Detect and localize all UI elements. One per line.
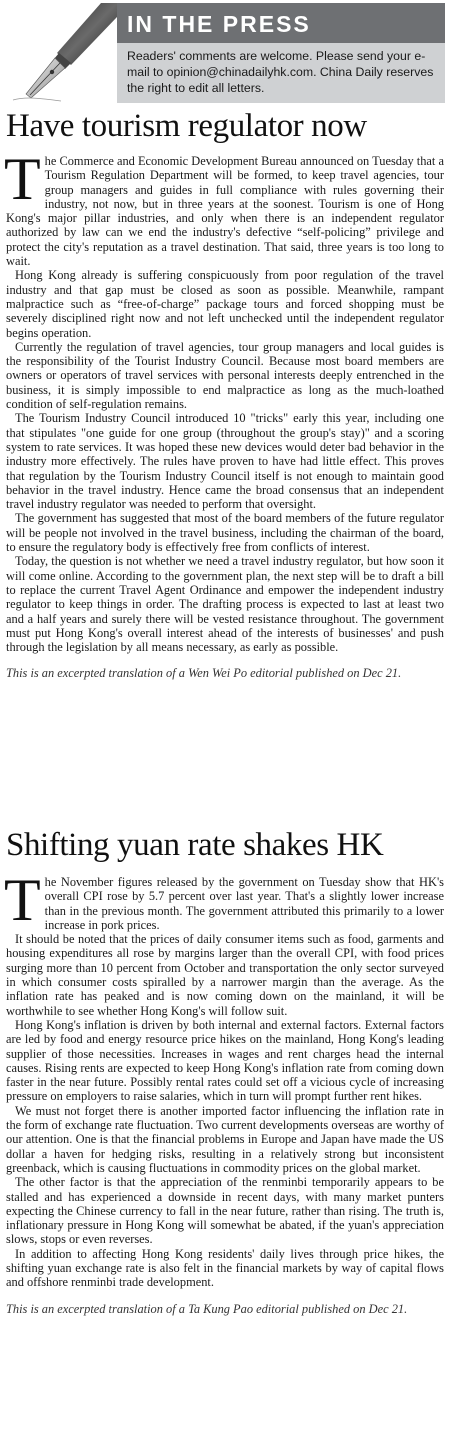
fountain-pen-icon	[5, 3, 117, 103]
drop-cap: T	[4, 867, 41, 933]
article-headline: Shifting yuan rate shakes HK	[6, 827, 384, 863]
article-body	[4, 146, 444, 655]
article-paragraph: The Tourism Industry Council introduced 10 "tricks" early this year, including one that stipulates "one guide for one group (throughout the group's stay)" and a scoring system to rate services. It was hoped these new devices would deter bad behavior in the industry more effectively. The rules have proven to have had little effect. This proves that regulation by the Tourism Industry Council itself is not enough to maintain good behavior in the travel industry. Hence came the broad consensus that an independent travel industry regulator was needed to perform that oversight.	[6, 411, 444, 512]
article-yuan-rate	[6, 825, 444, 1316]
article-paragraph: Hong Kong already is suffering conspicuously from poor regulation of the travel industry and that gap must be closed as soon as possible. Meanwhile, rampant malpractice such as “free-of-charge” package tours and forced shopping must be severely disciplined right now and not left unchecked until the independent regulator begins operation.	[6, 268, 444, 340]
article-tourism-regulator	[6, 106, 444, 680]
article-credit: This is an excerpted translation of a Ta Kung Pao editorial published on Dec 21.	[6, 1301, 408, 1316]
article-paragraph: Hong Kong's inflation is driven by both internal and external factors. External factors are led by food and energy resource price hikes on the mainland, Hong Kong's leading supplier of those necessities. Increases in wages and rent charges head the internal causes. Rising rents are expected to keep Hong Kong's inflation rate from coming down faster in the near future. Possibly rental rates could set off a vicious cycle of increasing pressure on employers to raise salaries, which in turn will prompt further rent hikes.	[6, 1017, 444, 1104]
article-paragraph: Today, the question is not whether we need a travel industry regulator, but how soon it will come online. According to the government plan, the next step will be to draft a bill to replace the current Travel Agent Ordinance and empower the independent industry regulator to keep things in order. The drafting process is expected to last at least two and a half years and surely there will be vested resistance throughout. The government must put Hong Kong's overall interest ahead of the interests of businesses' and push through the legislation by all means necessary, as early as possible.	[6, 554, 444, 655]
article-body	[4, 867, 444, 1290]
article-paragraph: The other factor is that the appreciation of the renminbi temporarily appears to be stalled and has experienced a downside in recent days, with many market punters expecting the Chinese currency to fall in the near future, rather than rising. The truth is, inflationary pressure in Hong Kong will somewhat be abated, if the yuan's appreciation slows, stops or even reverses.	[6, 1175, 444, 1247]
banner-title: IN THE PRESS	[127, 11, 311, 37]
article-paragraph: The November figures released by the government on Tuesday show that HK's overall CPI rose by 5.7 percent over last year. That's a slightly lower increase than in the previous month. The government attributed this primarily to a lower increase in pork prices.	[4, 867, 444, 933]
article-paragraph: We must not forget there is another imported factor influencing the inflation rate in the form of exchange rate fluctuation. Two current developments overseas are worthy of our attention. One is that the financial problems in Europe and Japan have made the US dollar a haven for hedging risks, resulting in a relatively strong but inconsistent greenback, which is causing fluctuations in commodity prices on the global market.	[6, 1103, 444, 1175]
banner-note: Readers' comments are welcome. Please send your e-mail to opinion@chinadailyhk.com. China Daily reserves the right to edit all letters.	[127, 49, 434, 95]
article-paragraph: The Commerce and Economic Development Bureau announced on Tuesday that a Tourism Regulation Department will be formed, to keep travel agencies, tour group managers and guides in full compliance with rules governing their industry, not now, but in three years at the soonest. Tourism is one of Hong Kong's major pillar industries, and only when there is an independent regulator authorized by law can we end the industry's defective “self-policing” privilege and protect the city's reputation as a travel destination. That said, three years is too long to wait.	[4, 146, 444, 269]
article-paragraph: Currently the regulation of travel agencies, tour group managers and local guides is the responsibility of the Tourist Industry Council. Because most board members are owners or operators of travel services with personal interests deeply entrenched in the business, it is simply impossible to end malpractice as long as the much-loathed condition of self-regulation remains.	[6, 339, 444, 412]
article-headline: Have tourism regulator now	[6, 108, 367, 144]
article-paragraph: The government has suggested that most of the board members of the future regulator will be people not involved in the travel business, including the chairman of the board, to ensure the regulatory body is effectively free from conflicts of interest.	[6, 511, 444, 555]
article-paragraph: In addition to affecting Hong Kong residents' daily lives through price hikes, the shifting yuan exchange rate is also felt in the financial markets by way of capital flows and offshore renminbi trade development.	[6, 1246, 444, 1290]
article-credit: This is an excerpted translation of a Wen Wei Po editorial published on Dec 21.	[6, 666, 402, 681]
article-paragraph: It should be noted that the prices of daily consumer items such as food, garments and housing expenditures all rose by margins larger than the overall CPI, with food prices surging more than 10 percent from October and transportation the only sector surveyed in which consumer costs spiralled by a narrower margin than the average. As the inflation rate has peaked and is now coming down on the mainland, it will be worthwhile to see whether Hong Kong's will follow suit.	[6, 932, 444, 1018]
in-the-press-banner	[5, 3, 445, 103]
drop-cap: T	[4, 146, 41, 212]
